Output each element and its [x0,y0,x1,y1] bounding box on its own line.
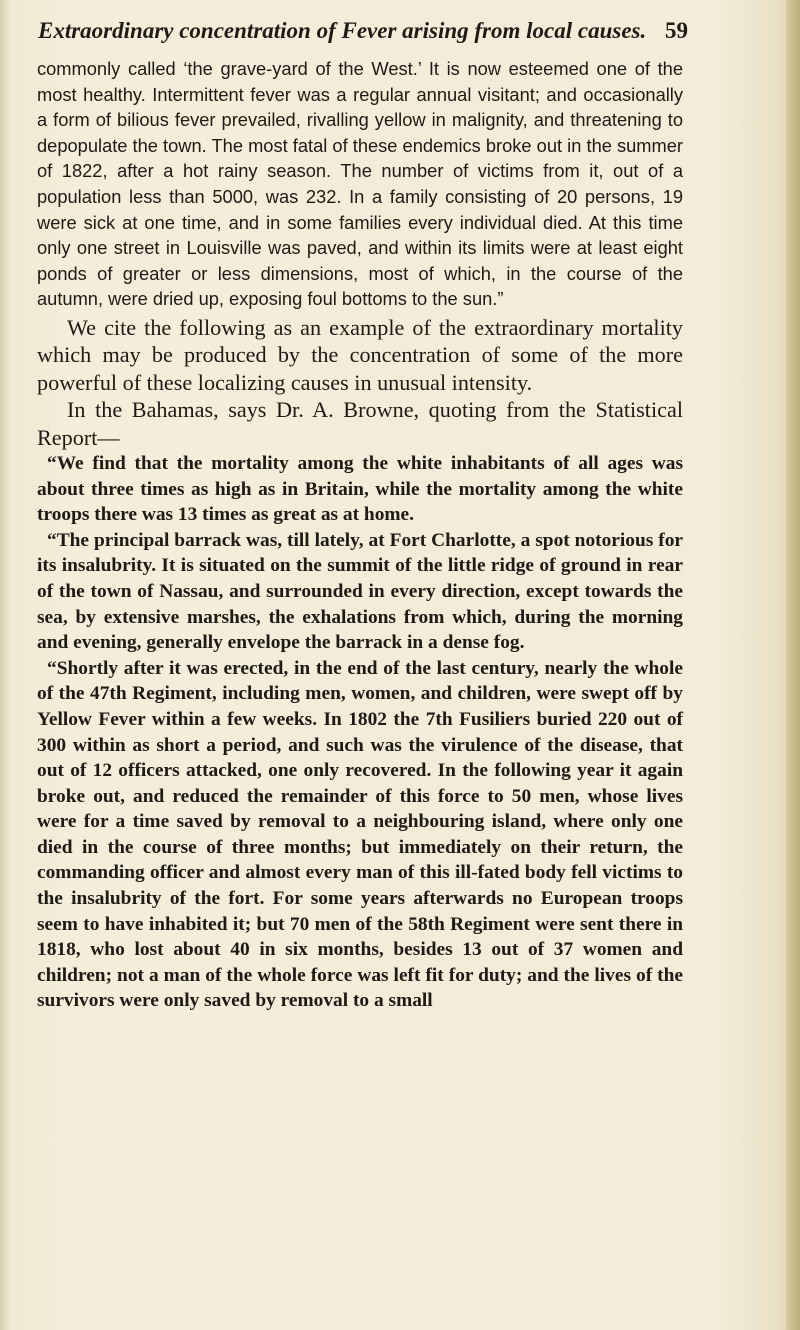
body-text [37,56,683,1014]
page-edge-shadow [786,0,800,1330]
paragraph-louisville-quote: commonly called ‘the grave-yard of the West.’ It is now esteemed one of the most healthy. Intermittent fever was a regular annual visitant; and occasionally a form of bilious fever prevailed, rivalling yellow in malignity, and threatening to depopulate the town. The most fatal of these endemics broke out in the summer of 1822, after a hot rainy season. The number of victims from it, out of a population less than 5000, was 232. In a family consisting of 20 persons, 19 were sick at one time, and in some families every individual died. At this time only one street in Louisville was paved, and within its limits were at least eight ponds of greater or less dimensions, most of which, in the course of the autumn, were dried up, exposing foul bottoms to the sun.” [37,58,683,310]
page-gutter-shadow [0,0,10,1330]
paragraph-mortality-quote: “We find that the mortality among the white inhabitants of all ages was about three times as high as in Britain, while the mortality among the white troops there was 13 times as great as at home. [37,452,683,526]
page-header [38,14,688,48]
paragraph-bahamas-intro: In the Bahamas, says Dr. A. Browne, quoting from the Statistical Report— [37,397,683,450]
running-head: Extraordinary concentration of Fever arising from local causes. [38,18,647,43]
paragraph-intro: We cite the following as an example of the extraordinary mortality which may be produced by the concentration of some of the more powerful of these localizing causes in unusual intensity. [37,314,683,395]
page-number: 59 [665,18,688,43]
paragraph-barrack-quote: “The principal barrack was, till lately, at Fort Charlotte, a spot notorious for its insalubrity. It is situated on the summit of the little ridge of ground in rear of the town of Nassau, and surrounded in every direction, except towards the sea, by extensive marshes, the exhalations from which, during the morning and evening, generally envelope the barrack in a dense fog. [37,529,683,654]
paragraph-regiment-quote: “Shortly after it was erected, in the end of the last century, nearly the whole of the 47th Regiment, including men, women, and children, were swept off by Yellow Fever within a few weeks. In 1802 the 7th Fusiliers buried 220 out of 300 within as short a period, and such was the virulence of the disease, that out of 12 officers attacked, one only recovered. In the following year it again broke out, and reduced the remainder of this force to 50 men, whose lives were for a time saved by removal to a neighbouring island, where only one died in the course of three months; but immediately on their return, the commanding officer and almost every man of this ill-fated body fell victims to the insalubrity of the fort. For some years afterwards no European troops seem to have inhabited it; but 70 men of the 58th Regiment were sent there in 1818, who lost about 40 in six months, besides 13 out of 37 women and children; not a man of the whole force was left fit for duty; and the lives of the survivors were only saved by removal to a small [37,657,683,1012]
